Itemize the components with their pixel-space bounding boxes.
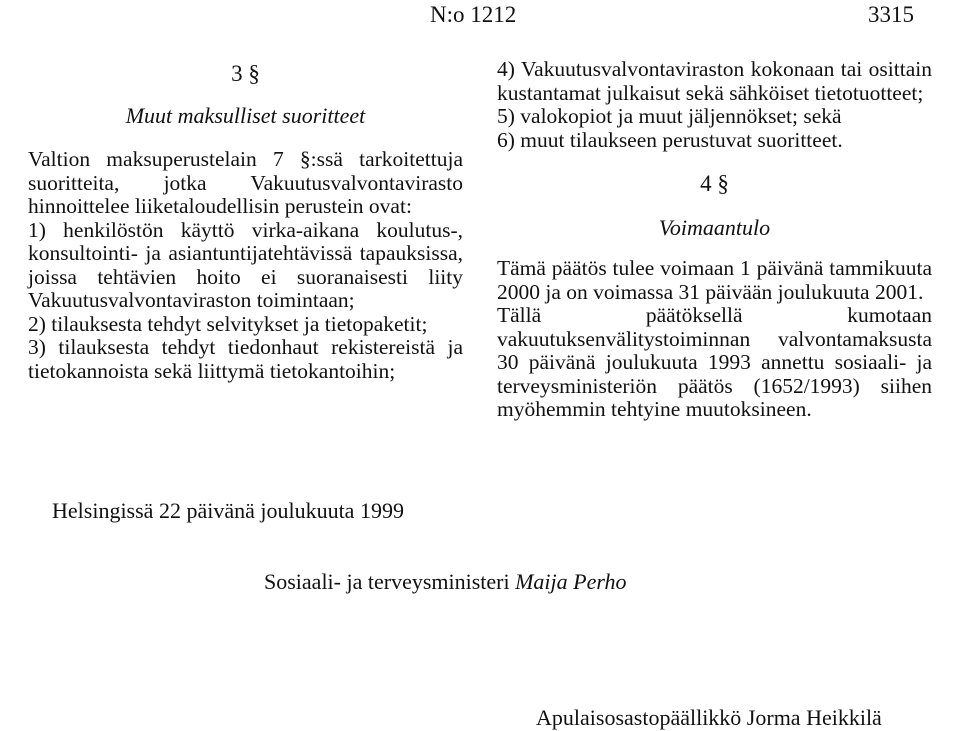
section-3-intro: Valtion maksuperustelain 7 §:ssä tarkoitettuja suoritteita, jotka Vakuutusvalvontavirasto hinnoittelee liiketaloudellisin perustein ovat: xyxy=(28,147,463,218)
list-item-1: 1) henkilöstön käyttö virka-aikana koulutus-, konsultointi- ja asiantuntijatehtävissä tapauksissa, joissa tehtävien hoito ei suoranaisesti liity Vakuutusvalvontaviraston toimintaan; xyxy=(28,217,463,312)
section-3-number: 3 § xyxy=(231,61,260,86)
repeal-paragraph: Tällä päätöksellä kumotaan vakuutuksenvälitystoiminnan valvontamaksusta 30 päivänä joulukuuta 1993 annettu sosiaali- ja terveysministeriön päätös (1652/1993) siihen myöhemmin tehtyine muutoksineen. xyxy=(497,303,932,421)
official-signature: Apulaisosastopäällikkö Jorma Heikkilä xyxy=(536,705,882,730)
statute-number: N:o 1212 xyxy=(430,2,517,27)
left-column xyxy=(28,60,463,383)
minister-title: Sosiaali- ja terveysministeri xyxy=(264,569,510,594)
list-item-2: 2) tilauksesta tehdyt selvitykset ja tietopaketit; xyxy=(28,311,428,336)
minister-name: Maija Perho xyxy=(515,569,627,594)
list-item-5: 5) valokopiot ja muut jäljennökset; sekä xyxy=(497,104,842,128)
list-item-3: 3) tilauksesta tehdyt tiedonhaut rekistereistä ja tietokannoista sekä liittymä tietokantoihin; xyxy=(28,335,463,383)
minister-signature xyxy=(264,569,627,595)
section-4-number: 4 § xyxy=(700,171,729,196)
list-item-6: 6) muut tilaukseen perustuvat suoritteet. xyxy=(497,127,843,152)
section-4 xyxy=(497,170,932,422)
right-column xyxy=(497,58,932,422)
effective-date-paragraph: Tämä päätös tulee voimaan 1 päivänä tammikuuta 2000 ja on voimassa 31 päivään joulukuuta 2001. xyxy=(497,256,932,304)
list-item-4: 4) Vakuutusvalvontaviraston kokonaan tai osittain kustantamat julkaisut sekä sähköiset tietotuotteet; xyxy=(497,57,932,105)
place-and-date: Helsingissä 22 päivänä joulukuuta 1999 xyxy=(52,498,404,523)
page-number: 3315 xyxy=(868,2,914,27)
section-4-title: Voimaantulo xyxy=(658,215,771,240)
section-3-title: Muut maksulliset suoritteet xyxy=(125,103,366,128)
